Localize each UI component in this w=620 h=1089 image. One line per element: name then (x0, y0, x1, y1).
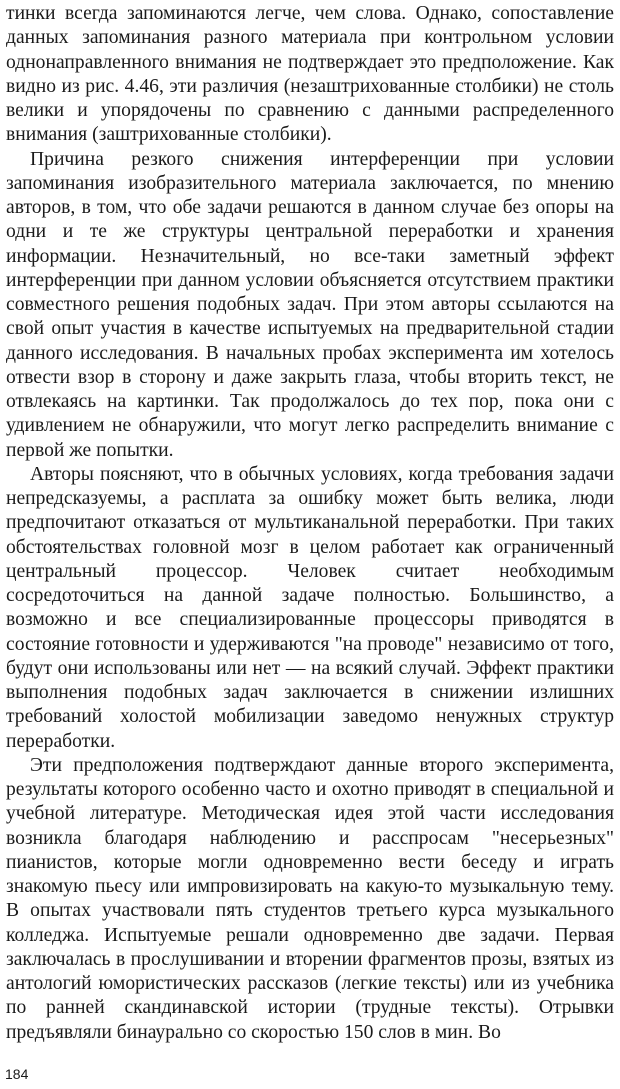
page-number: 184 (5, 1066, 29, 1082)
paragraph-1: тинки всегда запоминаются легче, чем слова. Однако, сопоставление данных запоминания разного материала при контрольном условии однонаправленного внимания не подтверждает это предположение. Как видно из рис. 4.46, эти различия (незаштрихованные столбики) не столь велики и упорядочены по сравнению с данными распределенного внимания (заштрихованные столбики). (6, 3, 614, 146)
paragraph-2: Причина резкого снижения интерференции при условии запоминания изобразительного материала заключается, по мнению авторов, в том, что обе задачи решаются в данном случае без опоры на одни и те же структуры центральной переработки и хранения информации. Незначительный, но все-таки заметный эффект интерференции при данном условии объясняется отсутствием практики совместного решения подобных задач. При этом авторы ссылаются на свой опыт участия в качестве испытуемых на предварительной стадии данного исследования. В начальных пробах эксперимента им хотелось отвести взор в сторону и даже закрыть глаза, чтобы вторить текст, не отвлекаясь на картинки. Так продолжалось до тех пор, пока они с удивлением не обнаружили, что могут легко распределить внимание с первой же попытки. (6, 148, 614, 461)
paragraph-4: Эти предположения подтверждают данные второго эксперимента, результаты которого особенно часто и охотно приводят в специальной и учебной литературе. Методическая идея этой части исследования возникла благодаря наблюдению и расспросам "несерьезных" пианистов, которые могли одновременно вести беседу и играть знакомую пьесу или импровизировать на какую-то музыкальную тему. В опытах участвовали пять студентов третьего курса музыкального колледжа. Испытуемые решали одновременно две задачи. Первая заключалась в прослушивании и вторении фрагментов прозы, взятых из антологий юмористических рассказов (легкие тексты) или из учебника по ранней скандинавской истории (трудные тексты). Отрывки предъявляли бинаурально со скоростью 150 слов в мин. Во (6, 754, 614, 1043)
paragraph-3: Авторы поясняют, что в обычных условиях, когда требования задачи непредсказуемы, а расплата за ошибку может быть велика, люди предпочитают отказаться от мультиканальной переработки. При таких обстоятельствах головной мозг в целом работает как ограниченный центральный процессор. Человек считает необходимым сосредоточиться на данной задаче полностью. Большинство, а возможно и все специализированные процессоры приводятся в состояние готовности и удерживаются "на проводе" независимо от того, будут они использованы или нет — на всякий случай. Эффект практики выполнения подобных задач заключается в снижении излишних требований холостой мобилизации заведомо ненужных структур переработки. (6, 463, 614, 752)
page-body (6, 2, 614, 1045)
